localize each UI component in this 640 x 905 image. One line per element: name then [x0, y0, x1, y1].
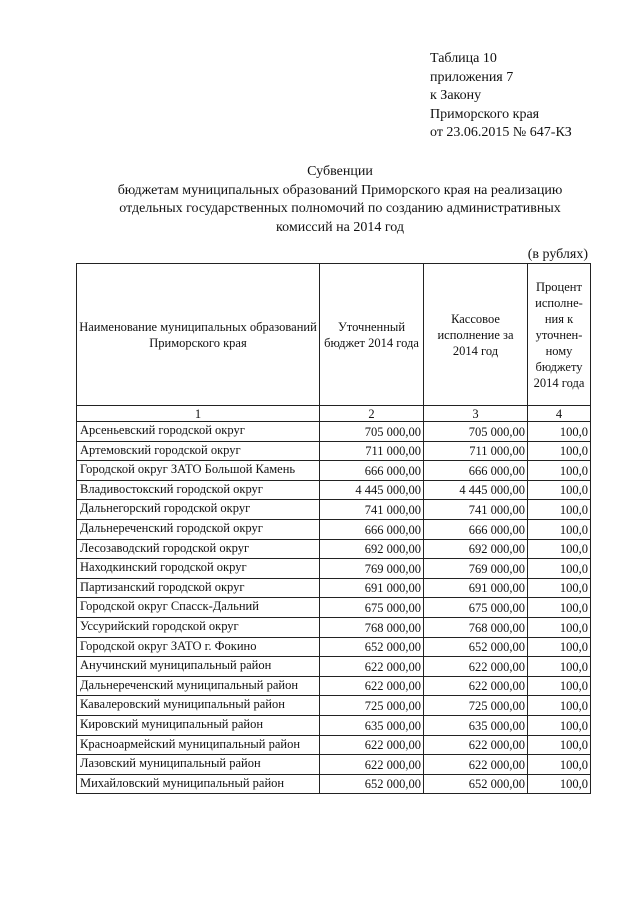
- budget-value: 691 000,00: [320, 578, 424, 598]
- header-percent: Процент исполне-ния к уточнен-ному бюджету 2014 года: [528, 264, 591, 406]
- reference-line: Таблица 10: [430, 51, 497, 66]
- execution-value: 652 000,00: [424, 637, 528, 657]
- execution-value: 692 000,00: [424, 539, 528, 559]
- reference-line: Приморского края: [430, 106, 540, 122]
- table-row: [77, 755, 591, 775]
- table-row: [77, 696, 591, 716]
- budget-value: 622 000,00: [320, 755, 424, 775]
- municipality-name: Лесозаводский городской округ: [77, 539, 320, 559]
- percent-value: 100,0: [528, 676, 591, 696]
- document-reference: [430, 50, 572, 143]
- budget-value: 652 000,00: [320, 774, 424, 794]
- title-line: комиссий на 2014 год: [276, 219, 404, 235]
- column-number-row: [77, 406, 591, 422]
- table-row: [77, 441, 591, 461]
- table-row: [77, 598, 591, 618]
- reference-line: от 23.06.2015 № 647-КЗ: [430, 125, 572, 140]
- budget-value: 768 000,00: [320, 617, 424, 637]
- table-row: [77, 500, 591, 520]
- percent-value: 100,0: [528, 657, 591, 677]
- table-row: [77, 539, 591, 559]
- budget-value: 666 000,00: [320, 461, 424, 481]
- percent-value: 100,0: [528, 480, 591, 500]
- execution-value: 652 000,00: [424, 774, 528, 794]
- title-line: отдельных государственных полномочий по созданию административных: [119, 201, 561, 216]
- budget-value: 675 000,00: [320, 598, 424, 618]
- percent-value: 100,0: [528, 519, 591, 539]
- budget-value: 769 000,00: [320, 559, 424, 579]
- percent-value: 100,0: [528, 735, 591, 755]
- municipality-name: Арсеньевский городской округ: [77, 422, 320, 442]
- table-header-row: [77, 264, 591, 406]
- table-row: [77, 715, 591, 735]
- percent-value: 100,0: [528, 441, 591, 461]
- municipality-name: Кировский муниципальный район: [77, 715, 320, 735]
- title-line: бюджетам муниципальных образований Приморского края на реализацию: [117, 182, 563, 198]
- header-municipality: Наименование муниципальных образований Приморского края: [77, 264, 320, 406]
- execution-value: 741 000,00: [424, 500, 528, 520]
- municipality-name: Красноармейский муниципальный район: [77, 735, 320, 755]
- column-number: 3: [424, 406, 528, 422]
- execution-value: 675 000,00: [424, 598, 528, 618]
- percent-value: 100,0: [528, 696, 591, 716]
- reference-line: к Закону: [430, 88, 482, 103]
- percent-value: 100,0: [528, 461, 591, 481]
- percent-value: 100,0: [528, 774, 591, 794]
- budget-value: 692 000,00: [320, 539, 424, 559]
- budget-value: 666 000,00: [320, 519, 424, 539]
- municipality-name: Дальнереченский муниципальный район: [77, 676, 320, 696]
- execution-value: 705 000,00: [424, 422, 528, 442]
- budget-value: 622 000,00: [320, 735, 424, 755]
- table-row: [77, 578, 591, 598]
- execution-value: 666 000,00: [424, 461, 528, 481]
- title-line: Субвенции: [307, 164, 373, 179]
- execution-value: 711 000,00: [424, 441, 528, 461]
- municipality-name: Владивостокский городской округ: [77, 480, 320, 500]
- municipality-name: Находкинский городской округ: [77, 559, 320, 579]
- municipality-name: Кавалеровский муниципальный район: [77, 696, 320, 716]
- percent-value: 100,0: [528, 422, 591, 442]
- table-row: [77, 617, 591, 637]
- header-budget: Уточненный бюджет 2014 года: [320, 264, 424, 406]
- budget-value: 652 000,00: [320, 637, 424, 657]
- municipality-name: Городской округ ЗАТО Большой Камень: [77, 461, 320, 481]
- percent-value: 100,0: [528, 578, 591, 598]
- budget-value: 705 000,00: [320, 422, 424, 442]
- table-row: [77, 774, 591, 794]
- percent-value: 100,0: [528, 637, 591, 657]
- table-row: [77, 637, 591, 657]
- municipality-name: Лазовский муниципальный район: [77, 755, 320, 775]
- municipality-name: Дальнереченский городской округ: [77, 519, 320, 539]
- budget-value: 635 000,00: [320, 715, 424, 735]
- percent-value: 100,0: [528, 617, 591, 637]
- column-number: 2: [320, 406, 424, 422]
- municipality-name: Анучинский муниципальный район: [77, 657, 320, 677]
- municipality-name: Уссурийский городской округ: [77, 617, 320, 637]
- table-row: [77, 519, 591, 539]
- table-row: [77, 422, 591, 442]
- execution-value: 769 000,00: [424, 559, 528, 579]
- table-row: [77, 559, 591, 579]
- execution-value: 768 000,00: [424, 617, 528, 637]
- execution-value: 4 445 000,00: [424, 480, 528, 500]
- municipality-name: Городской округ Спасск-Дальний: [77, 598, 320, 618]
- execution-value: 622 000,00: [424, 676, 528, 696]
- budget-value: 725 000,00: [320, 696, 424, 716]
- column-number: 4: [528, 406, 591, 422]
- table-row: [77, 461, 591, 481]
- document-title: [60, 163, 620, 237]
- execution-value: 725 000,00: [424, 696, 528, 716]
- municipality-name: Дальнегорский городской округ: [77, 500, 320, 520]
- execution-value: 635 000,00: [424, 715, 528, 735]
- percent-value: 100,0: [528, 559, 591, 579]
- budget-value: 741 000,00: [320, 500, 424, 520]
- currency-unit: (в рублях): [527, 247, 588, 262]
- municipality-name: Городской округ ЗАТО г. Фокино: [77, 637, 320, 657]
- municipality-name: Партизанский городской округ: [77, 578, 320, 598]
- table-row: [77, 657, 591, 677]
- reference-line: приложения 7: [430, 69, 514, 85]
- budget-value: 4 445 000,00: [320, 480, 424, 500]
- execution-value: 622 000,00: [424, 755, 528, 775]
- percent-value: 100,0: [528, 715, 591, 735]
- table-row: [77, 676, 591, 696]
- execution-value: 691 000,00: [424, 578, 528, 598]
- execution-value: 666 000,00: [424, 519, 528, 539]
- subsidy-table: [76, 263, 591, 794]
- municipality-name: Михайловский муниципальный район: [77, 774, 320, 794]
- budget-value: 622 000,00: [320, 676, 424, 696]
- execution-value: 622 000,00: [424, 735, 528, 755]
- percent-value: 100,0: [528, 500, 591, 520]
- budget-value: 711 000,00: [320, 441, 424, 461]
- percent-value: 100,0: [528, 755, 591, 775]
- municipality-name: Артемовский городской округ: [77, 441, 320, 461]
- table-row: [77, 735, 591, 755]
- table-row: [77, 480, 591, 500]
- percent-value: 100,0: [528, 539, 591, 559]
- execution-value: 622 000,00: [424, 657, 528, 677]
- header-execution: Кассовое исполнение за 2014 год: [424, 264, 528, 406]
- budget-value: 622 000,00: [320, 657, 424, 677]
- percent-value: 100,0: [528, 598, 591, 618]
- column-number: 1: [77, 406, 320, 422]
